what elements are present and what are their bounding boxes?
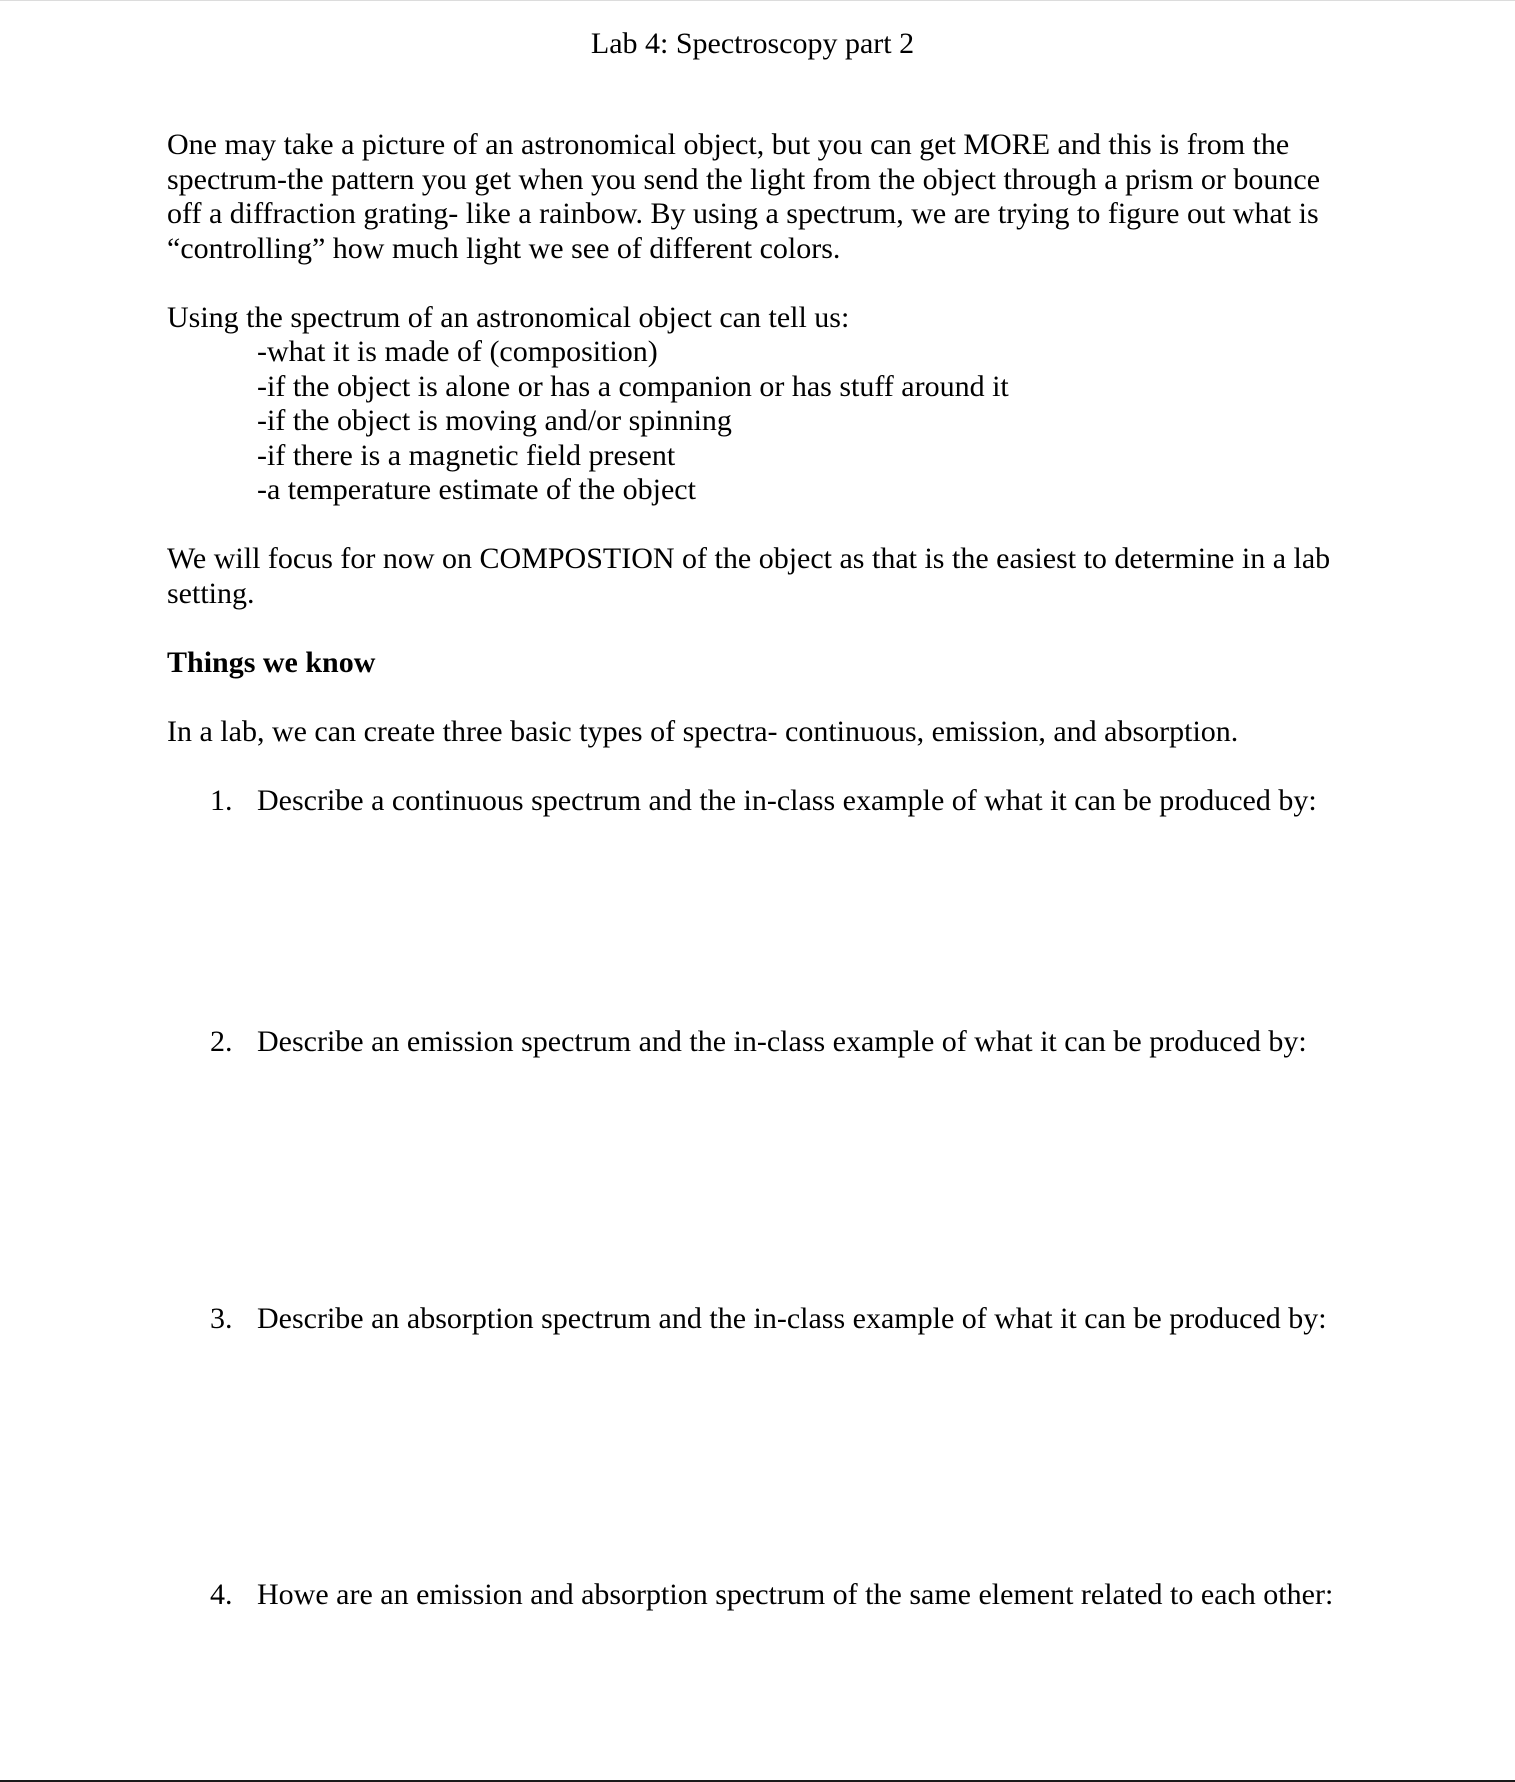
uses-lead-paragraph <box>167 301 1347 336</box>
uses-list <box>257 335 1009 508</box>
question-number: 2. <box>210 1025 233 1058</box>
question-number: 4. <box>210 1578 233 1611</box>
page-title: Lab 4: Spectroscopy part 2 <box>590 27 915 60</box>
intro-line: One may take a picture of an astronomical object, but you can get MORE and this is from the <box>167 128 1290 161</box>
question-2 <box>210 1025 1307 1060</box>
list-item: -what it is made of (composition) <box>257 335 658 368</box>
intro-line: spectrum-the pattern you get when you send the light from the object through a prism or bounce <box>167 162 1321 196</box>
list-item: -if the object is moving and/or spinning <box>257 404 732 437</box>
page-top-edge <box>0 0 1515 1</box>
question-number: 3. <box>210 1302 233 1335</box>
question-text: Describe an absorption spectrum and the in-class example of what it can be produced by: <box>257 1302 1327 1335</box>
list-item: -if there is a magnetic field present <box>257 438 676 472</box>
list-item: -if the object is alone or has a companion or has stuff around it <box>257 369 1009 403</box>
list-item: -a temperature estimate of the object <box>257 473 696 506</box>
question-text: Describe a continuous spectrum and the in-class example of what it can be produced by: <box>257 784 1317 817</box>
focus-line: setting. <box>167 576 255 610</box>
uses-lead-text: Using the spectrum of an astronomical object can tell us: <box>167 301 850 334</box>
question-4 <box>210 1578 1333 1613</box>
focus-paragraph <box>167 542 1347 611</box>
intro-line: “controlling” how much light we see of different colors. <box>167 231 841 265</box>
focus-line: We will focus for now on COMPOSTION of the object as that is the easiest to determine in a lab <box>167 542 1331 575</box>
section-heading: Things we know <box>167 646 376 679</box>
question-1 <box>210 784 1317 819</box>
question-number: 1. <box>210 784 233 817</box>
question-text: Howe are an emission and absorption spectrum of the same element related to each other: <box>257 1578 1334 1611</box>
intro-line: off a diffraction grating- like a rainbow. By using a spectrum, we are trying to figure out what is <box>167 197 1319 230</box>
intro-paragraph <box>167 128 1347 266</box>
types-paragraph <box>167 715 1347 750</box>
question-3 <box>210 1302 1327 1337</box>
question-text: Describe an emission spectrum and the in-class example of what it can be produced by: <box>257 1025 1307 1058</box>
types-text: In a lab, we can create three basic types of spectra- continuous, emission, and absorption. <box>167 715 1239 748</box>
